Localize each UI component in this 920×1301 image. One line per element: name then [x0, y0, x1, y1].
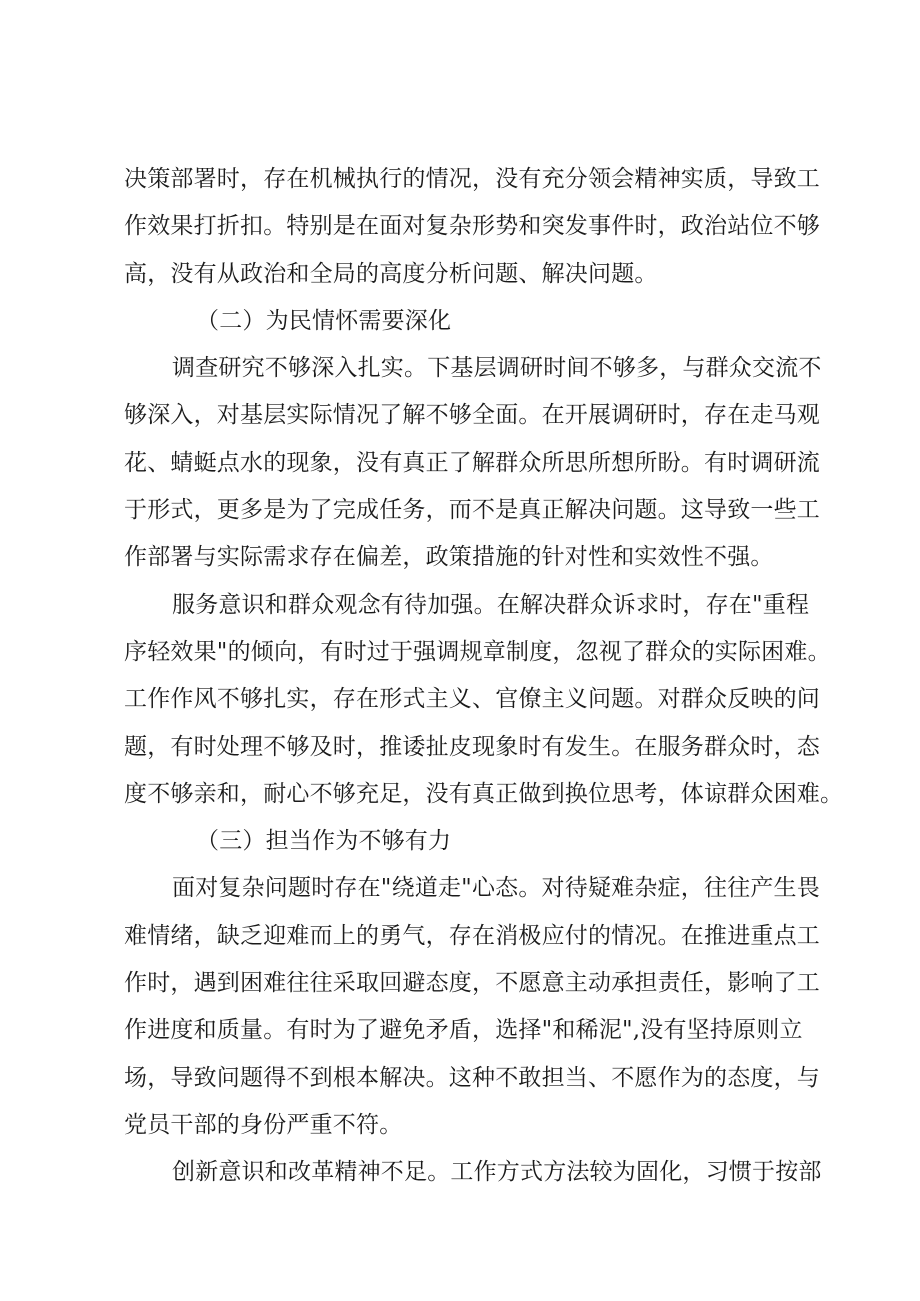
paragraph-first-line: 创新意识和改革精神不足。工作方式方法较为固化，习惯于按部 [172, 1159, 822, 1186]
text-line: 场，导致问题得不到根本解决。这种不敢担当、不愿作为的态度，与 [124, 1064, 820, 1091]
paragraph-first-line: 面对复杂问题时存在"绕道走"心态。对待疑难杂症，往往产生畏 [172, 875, 820, 902]
text-line: 作进度和质量。有时为了避免矛盾，选择"和稀泥",没有坚持原则立 [124, 1017, 803, 1044]
text-line: 作效果打折扣。特别是在面对复杂形势和突发事件时，政治站位不够 [124, 213, 820, 240]
text-line: 作时，遇到困难往往采取回避态度，不愿意主动承担责任，影响了工 [124, 970, 820, 997]
text-line: 作部署与实际需求存在偏差，政策措施的针对性和实效性不强。 [124, 544, 774, 571]
text-line: 高，没有从政治和全局的高度分析问题、解决问题。 [124, 260, 658, 287]
text-line: 花、蜻蜓点水的现象，没有真正了解群众所思所想所盼。有时调研流 [124, 449, 820, 476]
text-line: 够深入，对基层实际情况了解不够全面。在开展调研时，存在走马观 [124, 402, 820, 429]
text-line: 决策部署时，存在机械执行的情况，没有充分领会精神实质，导致工 [124, 166, 820, 192]
section-heading: （二）为民情怀需要深化 [196, 307, 452, 334]
paragraph-first-line: 服务意识和群众观念有待加强。在解决群众诉求时，存在"重程 [172, 591, 810, 618]
text-line: 于形式，更多是为了完成任务，而不是真正解决问题。这导致一些工 [124, 497, 820, 524]
text-line: 难情绪，缺乏迎难而上的勇气，存在消极应付的情况。在推进重点工 [124, 922, 820, 949]
text-line: 度不够亲和，耐心不够充足，没有真正做到换位思考，体谅群众困难。 [124, 780, 844, 807]
text-line: 序轻效果"的倾向，有时过于强调规章制度，忽视了群众的实际困难。 [124, 638, 831, 665]
section-heading: （三）担当作为不够有力 [196, 828, 452, 855]
paragraph-first-line: 调查研究不够深入扎实。下基层调研时间不够多，与群众交流不 [172, 355, 822, 382]
text-line: 工作作风不够扎实，存在形式主义、官僚主义问题。对群众反映的问 [124, 686, 820, 713]
document-page [124, 156, 844, 1197]
text-line: 党员干部的身份严重不符。 [124, 1111, 403, 1138]
text-line: 题，有时处理不够及时，推诿扯皮现象时有发生。在服务群众时，态 [124, 733, 820, 760]
